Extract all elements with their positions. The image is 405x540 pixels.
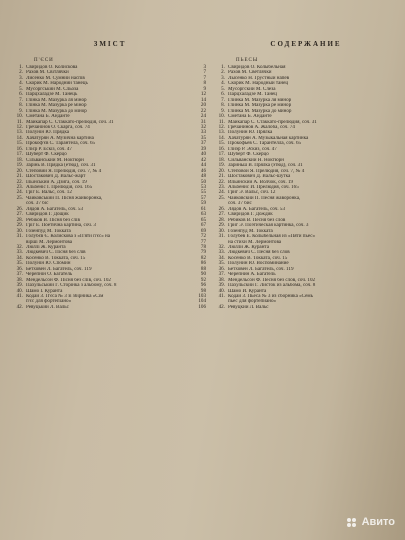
entry-number: 22. xyxy=(16,178,23,185)
entry-title: Гозенпуд М. Токката xyxy=(228,228,273,234)
entry-number: 4. xyxy=(221,80,225,87)
entry-page-number: 22 xyxy=(200,107,206,114)
entry-title: Сметана Б. Андантe xyxy=(26,114,70,120)
watermark-text: Авито xyxy=(361,516,395,528)
entry-title: Полунін Ю. Спомин xyxy=(26,261,71,267)
entry-title: Ревуцкий Л. Вальс xyxy=(228,304,269,310)
entry-number: 29. xyxy=(218,222,225,229)
entry-number: 14. xyxy=(218,134,225,141)
entry-number: 12. xyxy=(218,123,225,130)
entry-page-number: 82 xyxy=(200,254,206,261)
entry-title: Майкапар С. Стаккато-прелюдія, соч. 31 xyxy=(26,119,114,125)
entry-number: 5. xyxy=(221,85,225,92)
entry-title: Хачатурян А. Музична картина xyxy=(26,135,94,141)
entry-title: Мендельсон Ф. Пісня без слів, соч. 102 xyxy=(26,277,111,283)
entry-title: Кодай З. П'єса № 3 зі збірника «Сім xyxy=(26,294,104,300)
contents-list xyxy=(14,65,206,310)
entry-title: Косенко В. Токката, соч. 15 xyxy=(26,255,86,261)
entry-number: 35. xyxy=(16,260,23,267)
entry-title: Хачатурян А. Музыкальная картинка xyxy=(228,135,309,141)
entry-page-number: 44 xyxy=(200,162,206,169)
entry-number: 1. xyxy=(221,64,225,70)
entry-number: 36. xyxy=(218,265,225,272)
entry-title: Ревуцький Л. Вальс xyxy=(26,304,69,310)
entry-number: 38. xyxy=(218,276,225,283)
entry-number: 9. xyxy=(221,107,225,114)
entry-title: соч. 37 біс xyxy=(26,201,49,207)
entry-number: 41. xyxy=(16,293,23,300)
entry-title: Свиридов О. Колискова xyxy=(26,65,78,70)
entry-title: на стихи М. Лермонтова xyxy=(228,239,282,245)
entry-title: Шамо І. Куранта xyxy=(26,288,63,294)
entry-title: Свиридов О. Колыбельная xyxy=(228,65,286,70)
entry-title: Гріг Е. Вальс, соч. 12 xyxy=(26,190,72,196)
entry-title: Сметана Б. Анданте xyxy=(228,114,272,120)
entry-number: 11. xyxy=(218,118,225,125)
entry-title: Черепнін О. Багатель xyxy=(26,272,73,278)
entry-number: 10. xyxy=(16,113,23,120)
entry-number: 20. xyxy=(218,167,225,174)
entry-title: Зариньш В. Прялка (этюд), соч. 31 xyxy=(228,163,303,169)
entry-title: Голубев Е. Колыбельная из «Пяти пьес» xyxy=(228,234,316,240)
entry-number: 37. xyxy=(16,271,23,278)
entry-title: Кодай З. Пьеса № 3 из сборника «Семь xyxy=(228,294,313,300)
entry-page-number: 67 xyxy=(200,222,206,229)
entry-title: Глиэр Р. Эскиз, соч. 47 xyxy=(228,146,277,152)
entry-number: 25. xyxy=(16,194,23,201)
entry-title: Григ Э. Поэтическая картинка, соч. 3 xyxy=(228,223,309,229)
entry-number: 27. xyxy=(16,211,23,218)
entry-number: 19. xyxy=(218,162,225,169)
entry-number: 28. xyxy=(218,216,225,223)
entry-number: 4. xyxy=(19,80,23,87)
entry-number: 21. xyxy=(16,173,23,180)
entry-page-number: 37 xyxy=(200,140,206,147)
entry-number: 26. xyxy=(218,205,225,212)
entry-number: 32. xyxy=(218,243,225,250)
entry-title: Зарінь В. Прядка (етюд), соч. 31 xyxy=(26,163,96,169)
entry-title: Григ Э. Вальс, соч. 12 xyxy=(228,190,276,196)
entry-title: Лядов А. Багатель, соч. 53 xyxy=(26,206,84,212)
entry-title: Мусоргський М. Сльоза xyxy=(26,86,79,92)
entry-number: 42. xyxy=(16,303,23,310)
entry-title: вірші М. Лермонтова xyxy=(26,239,73,245)
entry-page-number: 92 xyxy=(200,276,206,283)
entry-title: Люлли Ж. Куранта xyxy=(228,244,269,250)
entry-number: 42. xyxy=(218,303,225,310)
entry-number: 39. xyxy=(16,282,23,289)
entry-number: 18. xyxy=(16,156,23,163)
entry-title: Шостакович Д. Вальс-жарт xyxy=(26,174,86,180)
entry-number: 34. xyxy=(218,254,225,261)
entry-page-number: 57 xyxy=(200,194,206,201)
entry-title: Чайковский П. Песня жаворонка, xyxy=(228,195,301,201)
entry-title: Майкапар С. Стаккато-прелюдия, соч. 31 xyxy=(228,119,317,125)
entry-title: Глінка М. Мазурка ля мінор xyxy=(26,97,87,103)
entry-title: Глієр Р. Ескіз, соч. 47 xyxy=(26,146,72,152)
entry-number: 10. xyxy=(218,113,225,120)
entry-number: 34. xyxy=(16,254,23,261)
entry-number: 29. xyxy=(16,222,23,229)
entry-title: Полунин Ю. Воспоминание xyxy=(228,261,289,267)
entry-title: Косенко В. Токката, соч. 15 xyxy=(228,255,288,261)
entry-title: Голубєв Є. Колискова з «П'яти п'єс» на xyxy=(26,234,111,240)
entry-number: 21. xyxy=(218,173,225,180)
entry-number: 13. xyxy=(16,129,23,136)
entry-title: Ребіков В. Пісня без слів xyxy=(26,217,80,223)
entry-number: 23. xyxy=(218,183,225,190)
entry-title: Гречанинов А. Жалоба, соч. 74 xyxy=(228,124,295,130)
entry-page-number: 46 xyxy=(200,167,206,174)
entry-number: 26. xyxy=(16,205,23,212)
entry-title: Прокоф'єв С. Тарантела, соч. 65 xyxy=(26,141,96,147)
entry-number: 22. xyxy=(218,178,225,185)
entry-number: 8. xyxy=(221,102,225,109)
entry-title: Скорик М. Народний танець xyxy=(26,81,88,87)
entry-page-number: 69 xyxy=(200,227,206,234)
entry-title: Глинка М. Мазурка ля минор xyxy=(228,97,292,103)
entry-page-number: 103 xyxy=(198,293,206,300)
entry-title: Сильванский Н. Ноктюрн xyxy=(228,157,284,163)
entry-number: 16. xyxy=(16,145,23,152)
entry-page-number: 3 xyxy=(203,64,206,70)
entry-number: 18. xyxy=(218,156,225,163)
contents-column-ukrainian xyxy=(14,40,206,310)
entry-title: Свиридов Г. Дождик xyxy=(228,212,273,218)
avito-logo-icon xyxy=(347,518,358,527)
entry-number: 20. xyxy=(16,167,23,174)
entry-title: п'єс для фортепіано» xyxy=(26,299,72,305)
entry-page-number: 88 xyxy=(200,265,206,272)
entry-number: 33. xyxy=(218,249,225,256)
entry-title: Ильинский А. Волчок, соч. 19 xyxy=(228,179,294,185)
entry-number: 15. xyxy=(16,140,23,147)
entry-page-number: 12 xyxy=(200,91,206,98)
entry-title: соч. 37 бис xyxy=(228,201,252,207)
entry-number: 32. xyxy=(16,243,23,250)
entry-number: 5. xyxy=(19,85,23,92)
entry-title: Ільїнський А. Дзига, соч. 19 xyxy=(26,179,87,185)
entry-number: 2. xyxy=(221,69,225,76)
entry-number: 31. xyxy=(218,233,225,240)
entry-title: Глинка М. Мазурка ре минор xyxy=(228,103,292,109)
entry-number: 17. xyxy=(218,151,225,158)
entry-title: Прокофьев С. Тарантелла, соч. 65 xyxy=(228,141,302,147)
entry-page-number: 9 xyxy=(203,85,206,92)
entry-number: 12. xyxy=(16,123,23,130)
pieces-subheading: П'ЄСИ xyxy=(34,58,54,63)
entry-number: 33. xyxy=(16,249,23,256)
entry-title: Черепнин А. Багатель xyxy=(228,272,276,278)
entry-page-number: 48 xyxy=(200,173,206,180)
entry-title: Полунин Ю. Прялка xyxy=(228,130,273,136)
entry-title: Людкевич С. Пісня без слів xyxy=(26,250,86,256)
entry-title: Глинка М. Мазурка до минор xyxy=(228,108,292,114)
entry-number: 8. xyxy=(19,102,23,109)
entry-page-number: 53 xyxy=(200,183,206,190)
entry-page-number: 7 xyxy=(203,69,206,76)
entry-title: Пахульский Г. Листок из альбома, соч. 8 xyxy=(228,283,316,289)
contents-column-russian xyxy=(216,40,396,310)
entry-page-number: 8 xyxy=(203,80,206,87)
entry-page-number: 39 xyxy=(200,145,206,152)
entry-page-number: 104 xyxy=(198,298,206,305)
entry-page-number: 63 xyxy=(200,211,206,218)
entry-number: 40. xyxy=(16,287,23,294)
entry-number: 25. xyxy=(218,194,225,201)
entry-number: 37. xyxy=(218,271,225,278)
entry-title: Мендельсон Ф. Песня без слов, соч. 102 xyxy=(228,277,316,283)
entry-number: 30. xyxy=(218,227,225,234)
entry-title: Альбеніс І. Прелюдія, соч. 165 xyxy=(26,184,93,190)
entry-number: 7. xyxy=(221,96,225,103)
entry-title: Лисенко М. Сумний наспів xyxy=(26,75,85,81)
entry-page-number: 65 xyxy=(200,216,206,223)
entry-title: Чайковський П. Пісня жайворонка, xyxy=(26,195,103,201)
entry-number: 6. xyxy=(221,91,225,98)
entry-page-number: 32 xyxy=(200,123,206,130)
entry-title: Гречанінов О. Скарга, соч. 74 xyxy=(26,124,90,130)
entry-title: Шуберт Ф. Скерцо xyxy=(228,152,269,158)
entry-title: Свиридов Г. Дощик xyxy=(26,212,69,218)
entry-number: 3. xyxy=(19,74,23,81)
entry-number: 35. xyxy=(218,260,225,267)
entry-number: 11. xyxy=(16,118,23,125)
entry-page-number: 42 xyxy=(200,156,206,163)
entry-number: 6. xyxy=(19,91,23,98)
entry-title: Парцхаладзе М. Танець xyxy=(26,92,78,98)
contents-heading: СОДЕРЖАНИЕ xyxy=(270,40,342,48)
entry-title: Пахульський Г. Сторінка з альбому, соч. 8 xyxy=(26,283,117,289)
entry-page-number: 59 xyxy=(200,200,206,207)
entry-page-number: 78 xyxy=(200,243,206,250)
entry-page-number: 33 xyxy=(200,129,206,136)
entry-title: Ребиков В. Песня без слов xyxy=(228,217,286,223)
entry-number: 7. xyxy=(19,96,23,103)
entry-title: Глінка М. Мазурка ре мінор xyxy=(26,103,87,109)
entry-number: 38. xyxy=(16,276,23,283)
entry-page-number: 106 xyxy=(198,303,206,310)
entry-page-number: 79 xyxy=(200,249,206,256)
entry-number: 15. xyxy=(218,140,225,147)
entry-title: Альбенис И. Прелюдия, соч. 165 xyxy=(228,184,299,190)
entry-title: Гріг Е. Поетична картина, соч. 3 xyxy=(26,223,96,229)
entry-number: 40. xyxy=(218,287,225,294)
entry-page-number: 98 xyxy=(200,287,206,294)
entry-title: Лысенко Н. Грустный напев xyxy=(228,75,290,81)
entry-title: Люллі Ж. Куранта xyxy=(26,244,66,250)
entry-title: Сільванський М. Ноктюрн xyxy=(26,157,84,163)
entry-page-number: 7 xyxy=(203,74,206,81)
entry-number: 23. xyxy=(16,183,23,190)
entry-number: 36. xyxy=(16,265,23,272)
entry-number: 27. xyxy=(218,211,225,218)
entry-title: Рахов М. Светлячки xyxy=(228,70,272,76)
entry-number: 1. xyxy=(19,64,23,70)
pieces-subheading: ПЬЕСЫ xyxy=(236,58,259,63)
entry-page-number: 86 xyxy=(200,260,206,267)
entry-title: Мусоргский М. Слеза xyxy=(228,86,276,92)
entry-number: 13. xyxy=(218,129,225,136)
entry-number: 31. xyxy=(16,233,23,240)
entry-number: 17. xyxy=(16,151,23,158)
entry-number: 39. xyxy=(218,282,225,289)
entry-number: 28. xyxy=(16,216,23,223)
entry-page-number: 40 xyxy=(200,151,206,158)
entry-title: Шостакович Д. Вальс-шутка xyxy=(228,174,291,180)
contents-entry xyxy=(216,305,396,310)
entry-number: 19. xyxy=(16,162,23,169)
entry-page-number: 35 xyxy=(200,134,206,141)
entry-title: Полунін Ю. Прядка xyxy=(26,130,69,136)
entry-page-number: 61 xyxy=(200,205,206,212)
entry-page-number: 50 xyxy=(200,178,206,185)
entry-title: Шамо И. Куранта xyxy=(228,288,267,294)
entry-title: Лядов А. Багатель, соч. 53 xyxy=(228,206,286,212)
entry-title: Скорик М. Народный танец xyxy=(228,81,289,87)
entry-page-number: 31 xyxy=(200,118,206,125)
entry-page-number: 77 xyxy=(200,238,206,245)
entry-number: 41. xyxy=(218,293,225,300)
entry-number: 9. xyxy=(19,107,23,114)
entry-title: Рахов М. Світлячки xyxy=(26,70,69,76)
avito-watermark xyxy=(347,516,395,528)
entry-number: 24. xyxy=(218,189,225,196)
entry-number: 2. xyxy=(19,69,23,76)
entry-number: 30. xyxy=(16,227,23,234)
entry-title: Бетховен Л. Багатель, соч. 119 xyxy=(26,266,92,272)
entry-page-number: 90 xyxy=(200,271,206,278)
entry-title: Шуберт Ф. Скерцо xyxy=(26,152,67,158)
entry-title: Людкевич С. Песня без слов xyxy=(228,250,290,256)
contents-heading: ЗМІСТ xyxy=(93,40,127,48)
entry-title: пьес для фортепиано» xyxy=(228,299,277,305)
entry-title: Глінка М. Мазурка до мінор xyxy=(26,108,87,114)
entry-number: 3. xyxy=(221,74,225,81)
entry-page-number: 55 xyxy=(200,189,206,196)
entry-title: Парцхаладзе М. Танец xyxy=(228,92,278,98)
entry-page-number: 24 xyxy=(200,113,206,120)
entry-number: 14. xyxy=(16,134,23,141)
entry-page-number: 72 xyxy=(200,233,206,240)
entry-page-number: 14 xyxy=(200,96,206,103)
entry-page-number: 20 xyxy=(200,102,206,109)
entry-title: Степовий Я. Прелюдія, соч. 7, № 4 xyxy=(26,168,102,174)
contents-list xyxy=(216,65,396,310)
contents-entry xyxy=(14,305,206,310)
entry-title: Степовой Я. Прелюдия, соч. 7, № 4 xyxy=(228,168,305,174)
entry-title: Гозенпуд М. Токката xyxy=(26,228,71,234)
entry-number: 24. xyxy=(16,189,23,196)
entry-title: Бетховен Л. Багатель, соч. 119 xyxy=(228,266,294,272)
entry-page-number: 96 xyxy=(200,282,206,289)
entry-number: 16. xyxy=(218,145,225,152)
